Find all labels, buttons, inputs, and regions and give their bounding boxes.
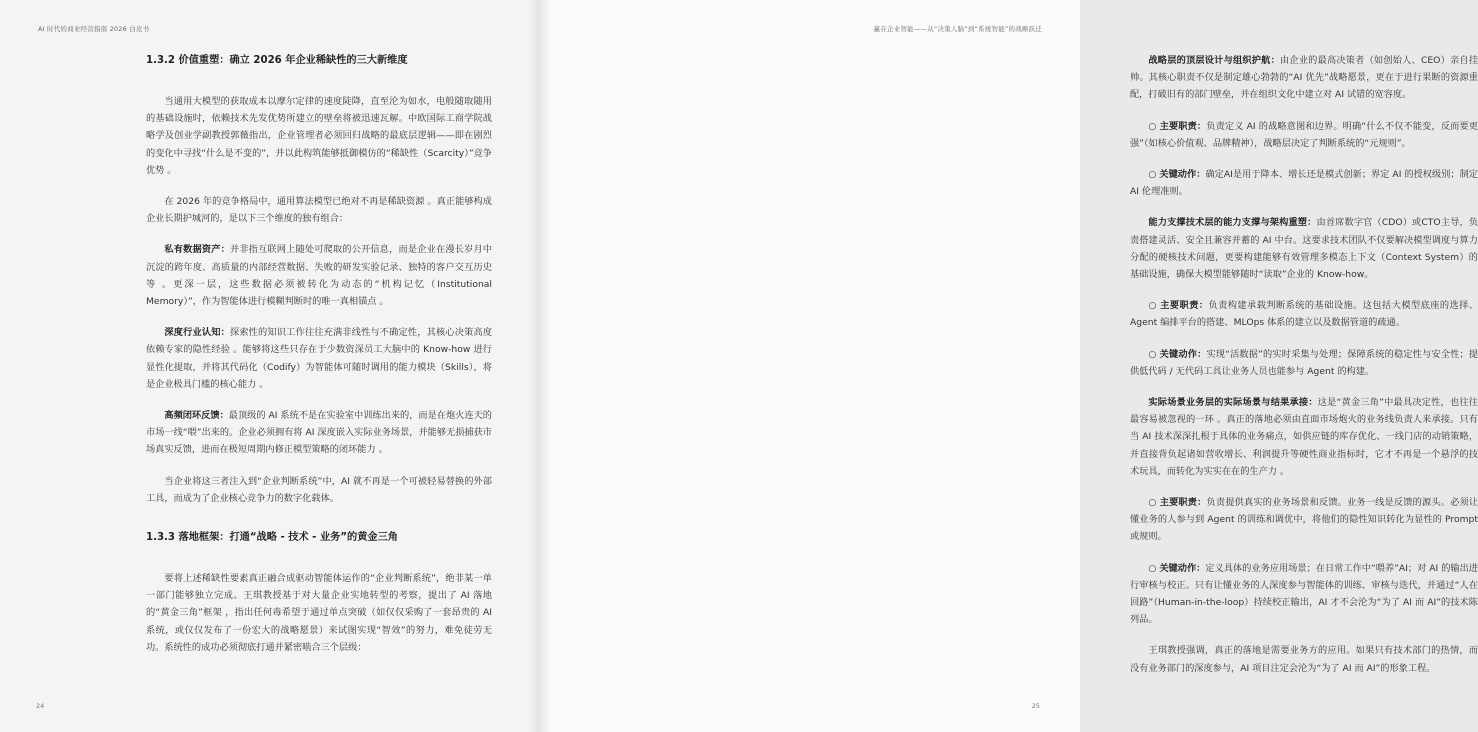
left-page xyxy=(0,0,540,732)
bullet-action: ○ 关键动作：确定AI是用于降本、增长还是模式创新；界定 AI 的授权级别；制定 AI 伦理准则。 xyxy=(1130,169,1478,198)
paragraph-business-layer: 实际场景业务层的实际场景与结果承接：这是“黄金三角”中最具决定性，也往往最容易被忽视的一环 。真正的落地必须由直面市场炮火的业务线负责人来承接。只有当 AI 技术深深扎根于具体的业务痛点，如供应链的库存优化、一线门店的动销策略，并直接背负起诸如营收增长、利润提升等硬性商业指标时，它才不再是一个悬浮的技术玩具，而转化为实实在在的生产力 。 xyxy=(1130,397,1478,477)
term-label: 深度行业认知： xyxy=(164,327,230,339)
paragraph: 要将上述稀缺性要素真正融合成驱动智能体运作的“企业判断系统”，绝非某一单一部门能够独立完成。王琪教授基于对大量企业实地转型的考察，提出了 AI 落地的“黄金三角”框架 ，指出任何毒希望于通过单点突破（如仅仅采购了一套昂贵的 AI 系统，或仅仅发布了一份宏大的战略愿景）来试图实现“智效”的努力，难免徒劳无功。系统性的成功必须彻底打通并紧密啮合三个层级： xyxy=(146,573,492,653)
paragraph-feedback-loop: 高频闭环反馈：最顶级的 AI 系统不是在实验室中训练出来的，而是在炮火连天的市场一线“喂”出来的。企业必须拥有将 AI 深度嵌入实际业务场景，并能够无损捕获市场真实反馈，进而在极短周期内修正模型策略的闭环能力 。 xyxy=(146,410,492,456)
term-label: 实际场景业务层的实际场景与结果承接： xyxy=(1148,397,1318,409)
bullet-duty: ○ 主要职责：负责定义 AI 的战略意图和边界。明确“什么不仅不能变，反而要更强”（如核心价值观、品牌精神），战略层决定了判断系统的“元规则”。 xyxy=(1130,120,1478,149)
left-column xyxy=(146,52,492,670)
term-label: 能力支撑技术层的能力支撑与架构重塑： xyxy=(1148,217,1317,229)
circle-bullet-icon: ○ xyxy=(1148,169,1157,181)
circle-bullet-icon: ○ xyxy=(1148,562,1157,574)
term-label: 战略层的顶层设计与组织护航： xyxy=(1148,55,1280,66)
page-number-right: 25 xyxy=(1031,702,1040,710)
book-gutter-shadow xyxy=(528,0,552,732)
running-header-left: AI 时代的商业经营指南 2026 白皮书 xyxy=(38,25,150,33)
right-page xyxy=(540,0,1478,732)
paragraph-closing: 王琪教授强调，真正的落地是需要业务方的应用。如果只有技术部门的热情，而没有业务部门的深度参与，AI 项目注定会沦为“为了 AI 而 AI”的形象工程。 xyxy=(1130,645,1478,674)
page-number-left: 24 xyxy=(36,702,45,710)
bullet-duty: ○ 主要职责：负责构建承载判断系统的基础设施。这包括大模型底座的选择、Agent 编排平台的搭建、MLOps 体系的建立以及数据管道的疏通。 xyxy=(1130,300,1478,329)
bullet-duty: ○ 主要职责：负责提供真实的业务场景和反馈。业务一线是反馈的源头。必须让懂业务的人参与到 Agent 的训练和调优中，将他们的隐性知识转化为显性的 Prompt 或规则。 xyxy=(1130,497,1478,543)
term-label: 高频闭环反馈： xyxy=(164,410,229,422)
paragraph: 当企业将这三者注入到“企业判断系统”中，AI 就不再是一个可被轻易替换的外部工具，而成为了企业核心竞争力的数字化载体。 xyxy=(146,475,492,504)
paragraph-tech-layer: 能力支撑技术层的能力支撑与架构重塑：由首席数字官（CDO）或CTO主导，负责搭建灵活、安全且兼容并蓄的 AI 中台。这要求技术团队不仅要解决模型调度与算力分配的硬核技术问题，更要构建能够有效管理多模态上下文（Context System）的基础设施，确保大模型能够随时“读取”企业的 Know-how。 xyxy=(1130,217,1478,281)
paragraph: 在 2026 年的竞争格局中，通用算法模型已绝对不再是稀缺资源 。真正能够构成企业长期护城河的，是以下三个维度的独有组合： xyxy=(146,196,492,225)
circle-bullet-icon: ○ xyxy=(1148,348,1157,360)
bullet-action: ○ 关键动作：定义具体的业务应用场景；在日常工作中“喂养”AI；对 AI 的输出进行审核与校正。只有让懂业务的人深度参与智能体的训练、审核与迭代，并通过“人在回路”（Human-in-the-loop）持续校正输出，AI 才不会沦为“为了 AI 而 AI”的技术陈列品。 xyxy=(1130,562,1478,626)
section-heading-132: 1.3.2 价值重塑：确立 2026 年企业稀缺性的三大新维度 xyxy=(146,55,408,66)
paragraph: 当通用大模型的获取成本以摩尔定律的速度陡降，直至沦为如水，电般随取随用的基础设施时，依赖技术先发优势所建立的壁垒将被迅速瓦解。中欧国际工商学院战略学及创业学副教授郭薇指出，企业管理者必须回归战略的最底层逻辑——即在剧烈的变化中寻找“什么是不变的”，并以此构筑能够抵御模仿的“稀缺性（Scarcity）”竞争优势 。 xyxy=(146,96,492,176)
paragraph-strategy-layer: 战略层的顶层设计与组织护航：由企业的最高决策者（如创始人、CEO）亲自挂帅。其核心职责不仅是制定雄心勃勃的“AI 优先”战略愿景，更在于进行果断的资源重配，打破旧有的部门壁垒，并在组织文化中建立对 AI 试错的宽容度。 xyxy=(1130,55,1478,101)
circle-bullet-icon: ○ xyxy=(1148,300,1157,312)
section-heading-133: 1.3.3 落地框架：打通“战略 - 技术 - 业务”的黄金三角 xyxy=(146,532,398,544)
circle-bullet-icon: ○ xyxy=(1148,120,1157,132)
term-label: 私有数据资产： xyxy=(164,244,230,256)
bullet-action: ○ 关键动作：实现“活数据”的实时采集与处理；保障系统的稳定性与安全性；提供低代码 / 无代码工具让业务人员也能参与 Agent 的构建。 xyxy=(1130,348,1478,377)
paragraph-private-data: 私有数据资产：并非指互联网上随处可爬取的公开信息，而是企业在漫长岁月中沉淀的跨年度、高质量的内部经营数据、失败的研发实验记录、独特的客户交互历史等 。更深一层，这些数据必须被转化为动态的“机构记忆（Institutional Memory）”，作为智能体进行模糊判断时的唯一真相锚点 。 xyxy=(146,244,493,308)
running-header-right: 赢在企业智能——从“决策人脑”到“系统智能”的战略跃迁 xyxy=(873,25,1042,33)
paragraph-industry-insight: 深度行业认知：探索性的知识工作往往充满非线性与不确定性，其核心决策高度依赖专家的隐性经验 。能够将这些只存在于少数资深员工大脑中的 Know-how 进行显性化提取，并将其代码化（Codify）为智能体可随时调用的能力模块（Skills），将是企业极具门槛的核心能力 。 xyxy=(146,327,493,390)
right-column xyxy=(1130,52,1478,691)
circle-bullet-icon: ○ xyxy=(1148,497,1157,509)
